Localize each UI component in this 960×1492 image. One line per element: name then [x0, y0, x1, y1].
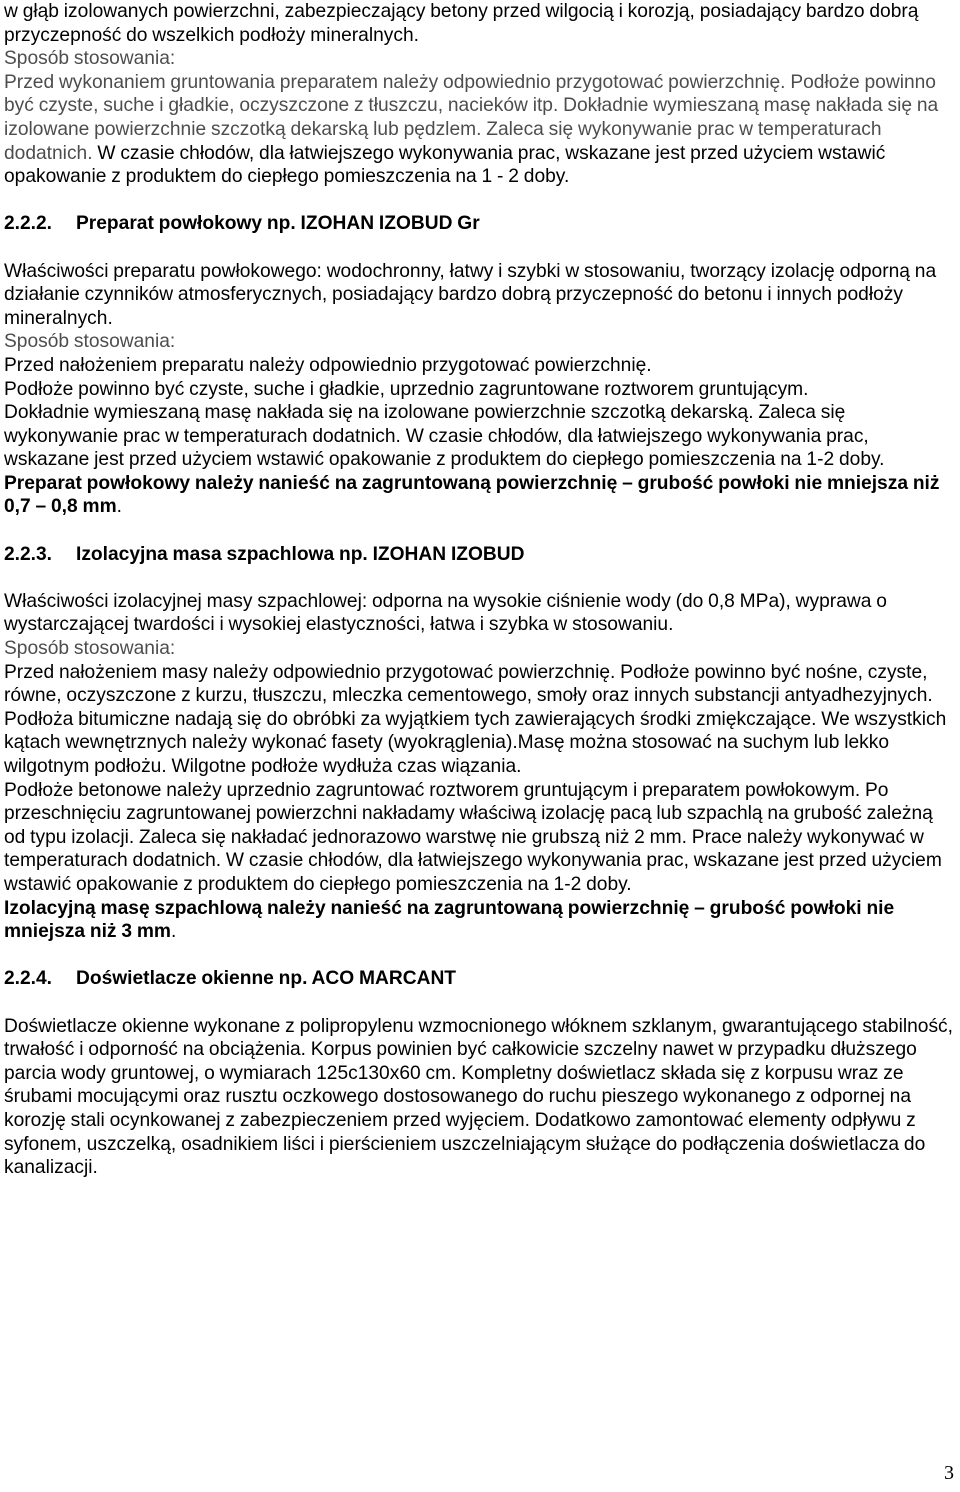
- s2-title: Preparat powłokowy np. IZOHAN IZOBUD Gr: [76, 213, 480, 235]
- s2-line3: Dokładnie wymieszaną masę nakłada się na izolowane powierzchnie szczotką dekarską. Zaleca się wykonywanie prac w temperaturach dodatnich. W czasie chłodów, dla łatwiejszego wykonywania prac, wskazane jest przed użyciem wstawić opakowanie z produktem do ciepłego pomieszczenia na 1-2 doby.: [4, 402, 885, 471]
- s4-number: 2.2.4.: [4, 968, 53, 990]
- s3-bold-note-para: [4, 897, 954, 944]
- s2-line1: Przed nałożeniem preparatu należy odpowiednio przygotować powierzchnię.: [4, 354, 652, 376]
- s3-sposob-label: Sposób stosowania:: [4, 638, 176, 660]
- s2-bold-note-end: .: [116, 496, 122, 518]
- s1-tail-text: W czasie chłodów, dla łatwiejszego wykonywania prac, wskazane jest przed użyciem wstawić opakowanie z produktem do ciepłego pomieszczenia na 1 - 2 doby.: [4, 142, 886, 188]
- s3-wlasciwosci: Właściwości izolacyjnej masy szpachlowej: odporna na wysokie ciśnienie wody (do 0,8 MPa), wyprawa o wystarczającej twardości i wysokiej elastyczności, łatwa i szybka w stosowaniu.: [4, 590, 887, 636]
- s2-sposob-label: Sposób stosowania:: [4, 331, 176, 353]
- s4-body: Doświetlacze okienne wykonane z polipropylenu wzmocnionego włóknem szklanym, gwarantującego stabilność, trwałość i odporność na obciążenia. Korpus powinien być całkowicie szczelny nawet w przypadku dłuższego parcia wody gruntowej, o wymiarach 125c130x60 cm. Kompletny doświetlacz składa się z korpusu wraz ze śrubami mocującymi oraz rusztu oczkowego dostosowanego do ruchu pieszego wykonanego z odpornej na korozję stali ocynkowanej z zabezpieczeniem przed wyjęciem. Dodatkowo zamontować elementy odpływu z syfonem, uszczelką, osadnikiem liści i pierścieniem uszczelniającym służące do podłączenia doświetlacza do kanalizacji.: [4, 1015, 953, 1179]
- s2-bold-note-para: [4, 472, 954, 519]
- s4-title: Doświetlacze okienne np. ACO MARCANT: [76, 968, 457, 990]
- s1-body-text: Przed wykonaniem gruntowania preparatem należy odpowiednio przygotować powierzchnię. Podłoże powinno być czyste, suche i gładkie, oczyszczone z tłuszczu, nacieków itp. Dokładnie wymieszaną masę nakłada się na izolowane powierzchnie szczotką dekarską lub pędzlem. Zaleca się wykonywanie prac w temperaturach dodatnich.: [4, 71, 939, 164]
- s3-bold-note: Izolacyjną masę szpachlową należy nanieść na zagruntowaną powierzchnię – grubość powłoki nie mniejsza niż 3 mm: [4, 897, 895, 943]
- s1-body: [4, 71, 954, 189]
- s3-bold-note-end: .: [170, 921, 177, 943]
- s4-heading: [4, 967, 954, 991]
- s3-title: Izolacyjna masa szpachlowa np. IZOHAN IZOBUD: [76, 543, 525, 565]
- s2-wlasciwosci: Właściwości preparatu powłokowego: wodochronny, łatwy i szybki w stosowaniu, tworzący izolację odporną na działanie czynników atmosferycznych, posiadający bardzo dobrą przyczepność do betonu i innych podłoży mineralnych.: [4, 260, 937, 329]
- s2-heading: [4, 212, 954, 236]
- s3-heading: [4, 543, 954, 567]
- s2-bold-note: Preparat powłokowy należy nanieść na zagruntowaną powierzchnię – grubość powłoki nie mniejsza niż 0,7 – 0,8 mm: [4, 472, 940, 518]
- s2-number: 2.2.2.: [4, 213, 53, 235]
- s3-number: 2.2.3.: [4, 543, 53, 565]
- page-number: 3: [944, 1462, 954, 1484]
- s2-line2: Podłoże powinno być czyste, suche i gładkie, uprzednio zagruntowane roztworem gruntującym.: [4, 378, 809, 400]
- s1-sposob-label: Sposób stosowania:: [4, 48, 176, 70]
- s3-body1: Przed nałożeniem masy należy odpowiednio przygotować powierzchnię. Podłoże powinno być nośne, czyste, równe, oczyszczone z kurzu, tłuszczu, mleczka cementowego, smoły oraz innych substancji antyadhezyjnych. Podłoża bitumiczne nadają się do obróbki za wyjątkiem tych zawierających środki zmiękczające. We wszystkich kątach wewnętrznych należy wykonać fasety (wyokrąglenia).Masę można stosować na suchym lub lekko wilgotnym podłożu. Wilgotne podłoże wydłuża czas wiązania.: [4, 661, 947, 777]
- s1-intro: w głąb izolowanych powierzchni, zabezpieczający betony przed wilgocią i korozją, posiadający bardzo dobrą przyczepność do wszelkich podłoży mineralnych.: [4, 1, 919, 46]
- s3-body2: Podłoże betonowe należy uprzednio zagruntować roztworem gruntującym i preparatem powłokowym. Po przeschnięciu zagruntowanej powierzchni nakładamy właściwą izolację pacą lub szpachlą na grubość zależną od typu izolacji. Zaleca się nakładać jednorazowo warstwę nie grubszą niż 2 mm. Prace należy wykonywać w temperaturach dodatnich. W czasie chłodów, dla łatwiejszego wykonywania prac, wskazane jest przed użyciem wstawić opakowanie z produktem do ciepłego pomieszczenia na 1-2 doby.: [4, 779, 942, 895]
